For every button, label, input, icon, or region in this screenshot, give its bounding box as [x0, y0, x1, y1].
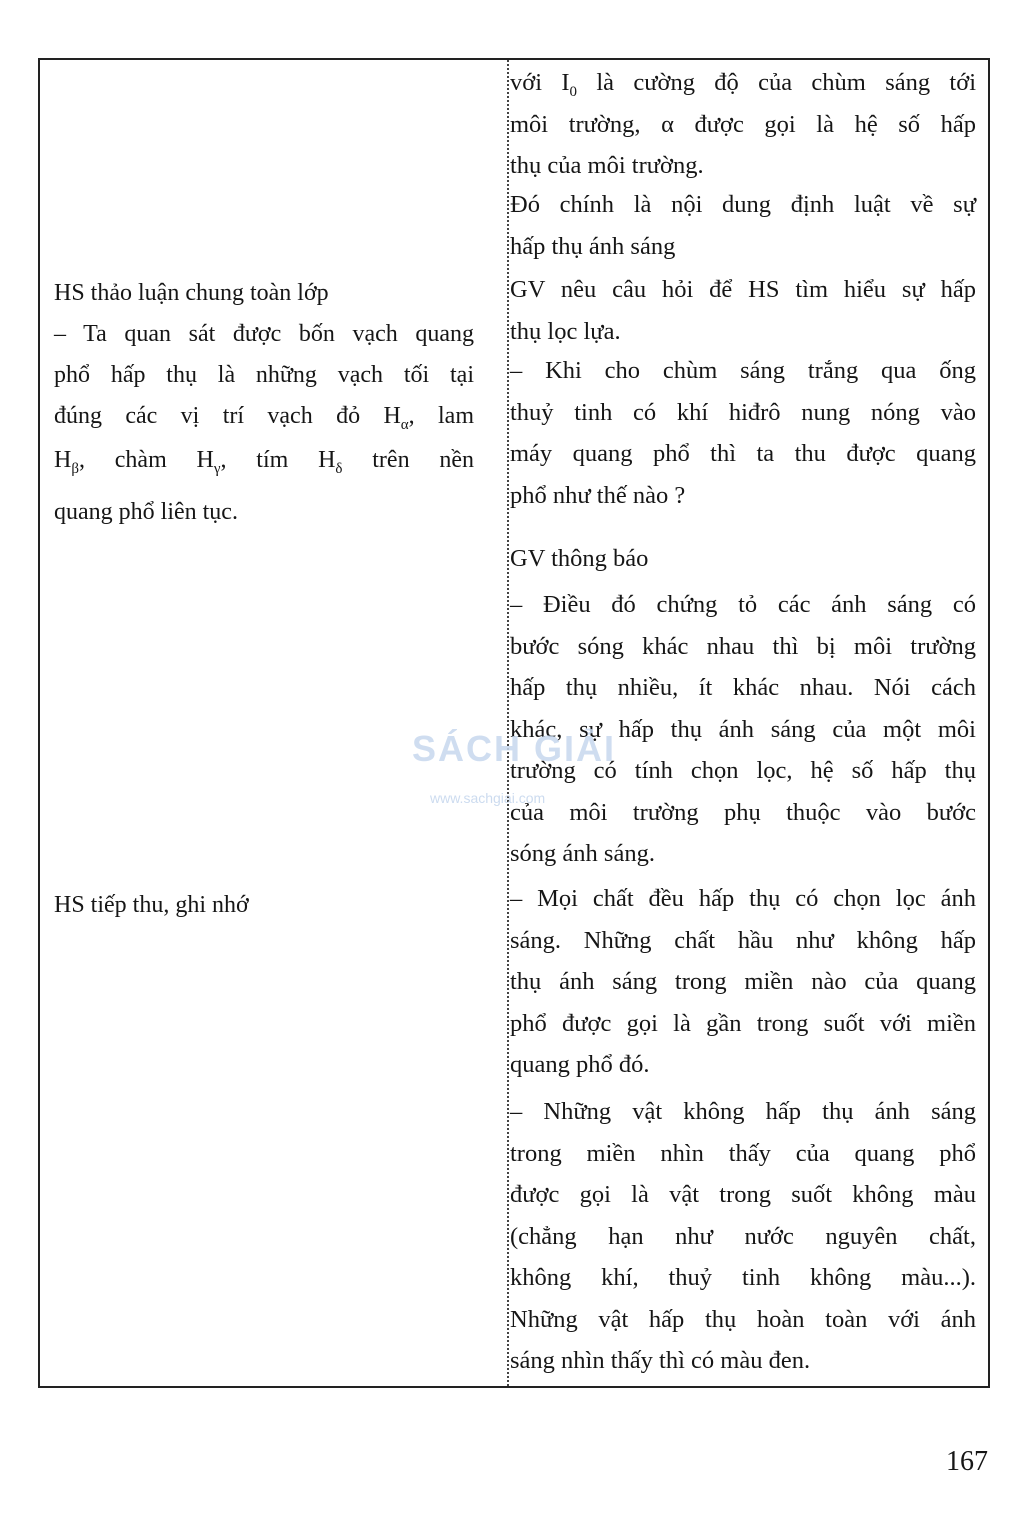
page-number: 167	[946, 1446, 988, 1477]
student-answer-line-1: – Ta quan sát được bốn vạch quang	[54, 321, 474, 347]
student-discussion-heading: HS thảo luận chung toàn lớp	[54, 280, 329, 306]
sachgiai-watermark: SÁCH GIẢI www.sachgiai.com	[412, 728, 617, 806]
student-note-heading: HS tiếp thu, ghi nhớ	[54, 892, 249, 918]
student-answer-line-3: đúng các vị trí vạch đỏ $H_\alpha$, lam	[54, 403, 475, 433]
transparent-medium-paragraph: – Mọi chất đều hấp thụ có chọn lọc ánh sáng. Những chất hầu như không hấp thụ ánh sáng trong miền nào của quang phổ được gọi là gần trong suốt với miền quang phổ đó.	[510, 885, 976, 1078]
hydrogen-question-paragraph: – Khi cho chùm sáng trắng qua ống thuỷ tinh có khí hiđrô nung nóng vào máy quang phổ thì ta thu được quang phổ như thế nào ?	[510, 357, 976, 509]
student-answer-line-5: quang phổ liên tục.	[54, 499, 238, 525]
teacher-announcement-heading: GV thông báo	[510, 545, 649, 572]
teacher-question-paragraph: GV nêu câu hỏi để HS tìm hiểu sự hấp thụ lọc lựa.	[510, 276, 976, 345]
law-statement-paragraph: Đó chính là nội dung định luật về sự hấp thụ ánh sáng	[510, 191, 976, 260]
absorption-law-paragraph: với $I_0$ là cường độ của chùm sáng tới môi trường, α được gọi là hệ số hấp thụ của môi trường.	[510, 69, 976, 179]
student-answer-line-4: $H_\beta$, chàm $H_\gamma$, tím $H_\delta$ trên nền	[54, 447, 475, 477]
student-answer-line-2: phổ hấp thụ là những vạch tối tại	[54, 362, 474, 388]
lesson-table	[38, 58, 990, 1388]
selective-absorption-paragraph: – Điều đó chứng tỏ các ánh sáng có bước sóng khác nhau thì bị môi trường hấp thụ nhiều, ít khác nhau. Nói cách khác, sự hấp thụ ánh sáng của một môi trường có tính chọn lọc, hệ số hấp thụ của môi trường phụ thuộc vào bước sóng ánh sáng.	[510, 591, 976, 867]
colorless-objects-paragraph: – Những vật không hấp thụ ánh sáng trong miền nhìn thấy của quang phổ được gọi là vật trong suốt không màu (chẳng hạn như nước nguyên chất, không khí, thuỷ tinh không màu...). Những vật hấp thụ hoàn toàn với ánh sáng nhìn thấy thì có màu đen.	[510, 1098, 976, 1374]
column-divider	[507, 60, 509, 1386]
